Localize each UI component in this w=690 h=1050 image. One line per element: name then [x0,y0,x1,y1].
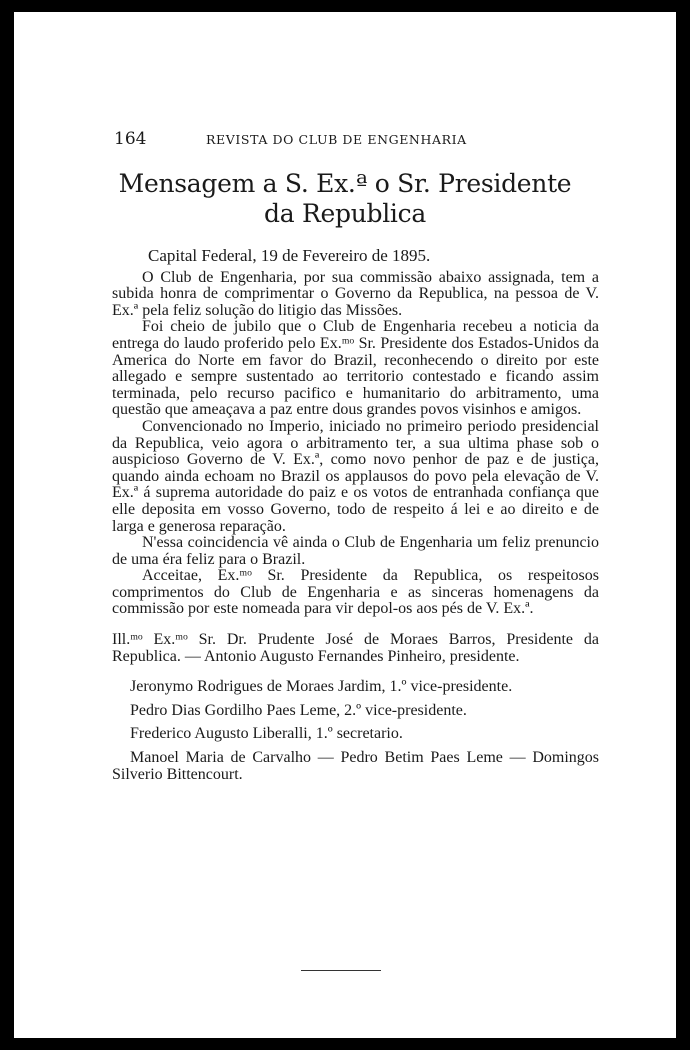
paragraph: N'essa coincidencia vê ainda o Club de Engenharia um feliz prenuncio de uma éra feliz para o Brazil. [112,534,599,568]
article-title [106,169,584,229]
dateline: Capital Federal, 19 de Fevereiro de 1895. [148,246,431,265]
signature-block: Ill.ᵐᵒ Ex.ᵐᵒ Sr. Dr. Prudente José de Moraes Barros, Presidente da Republica. — Antonio Augusto Fernandes Pinheiro, presidente. [112,631,599,665]
signature-block: Frederico Augusto Liberalli, 1.º secretario. [130,725,403,743]
paper-speck [382,30,402,44]
title-line-2: da Republica [264,199,426,228]
paragraph: Foi cheio de jubilo que o Club de Engenharia recebeu a noticia da entrega do laudo proferido pelo Ex.ᵐᵒ Sr. Presidente dos Estados-Unidos da America do Norte em favor do Brazil, reconhecendo o direito por este allegado e sempre sustentado ao territorio contestado e ficando assim terminada, pelo recurso pacifico e humanitario do arbitramento, uma questão que ameaçava a paz entre dous grandes povos visinhos e amigos. [112,318,599,419]
running-title: REVISTA DO CLUB DE ENGENHARIA [206,132,467,147]
article-body [112,248,599,783]
paragraph: Convencionado no Imperio, iniciado no primeiro periodo presidencial da Republica, veio agora o arbitramento ter, a sua ultima phase sob o auspicioso Governo de V. Ex.ª, como novo penhor de paz e de justiça, quando ainda echoam no Brazil os applausos do povo pela elevação de V. Ex.ª á suprema autoridade do paiz e os votos de entranhada confiança que elle deposita em vosso Governo, todo de respeito á lei e ao direito e de larga e generosa reparação. [112,417,599,535]
page-number: 164 [114,129,147,149]
paragraph: O Club de Engenharia, por sua commissão abaixo assignada, tem a subida honra de comprimentar o Governo da Republica, na pessoa de V. Ex.ª pela feliz solução do litigio das Missões. [112,268,599,319]
document-page [14,12,676,1038]
title-line-1: Mensagem a S. Ex.ª o Sr. Presidente [118,169,572,198]
signature-block: Pedro Dias Gordilho Paes Leme, 2.º vice-presidente. [130,701,467,719]
signature-block: Manoel Maria de Carvalho — Pedro Betim Paes Leme — Domingos Silverio Bittencourt. [112,749,599,783]
page-header [114,129,584,151]
paragraph: Acceitae, Ex.ᵐᵒ Sr. Presidente da Republica, os respeitosos comprimentos do Club de Engenharia e as sinceras homenagens da commissão por este nomeada para vir depol-os aos pés de V. Ex.ª. [112,567,599,618]
end-rule [301,970,381,971]
signature-block: Jeronymo Rodrigues de Moraes Jardim, 1.º vice-presidente. [130,678,513,696]
